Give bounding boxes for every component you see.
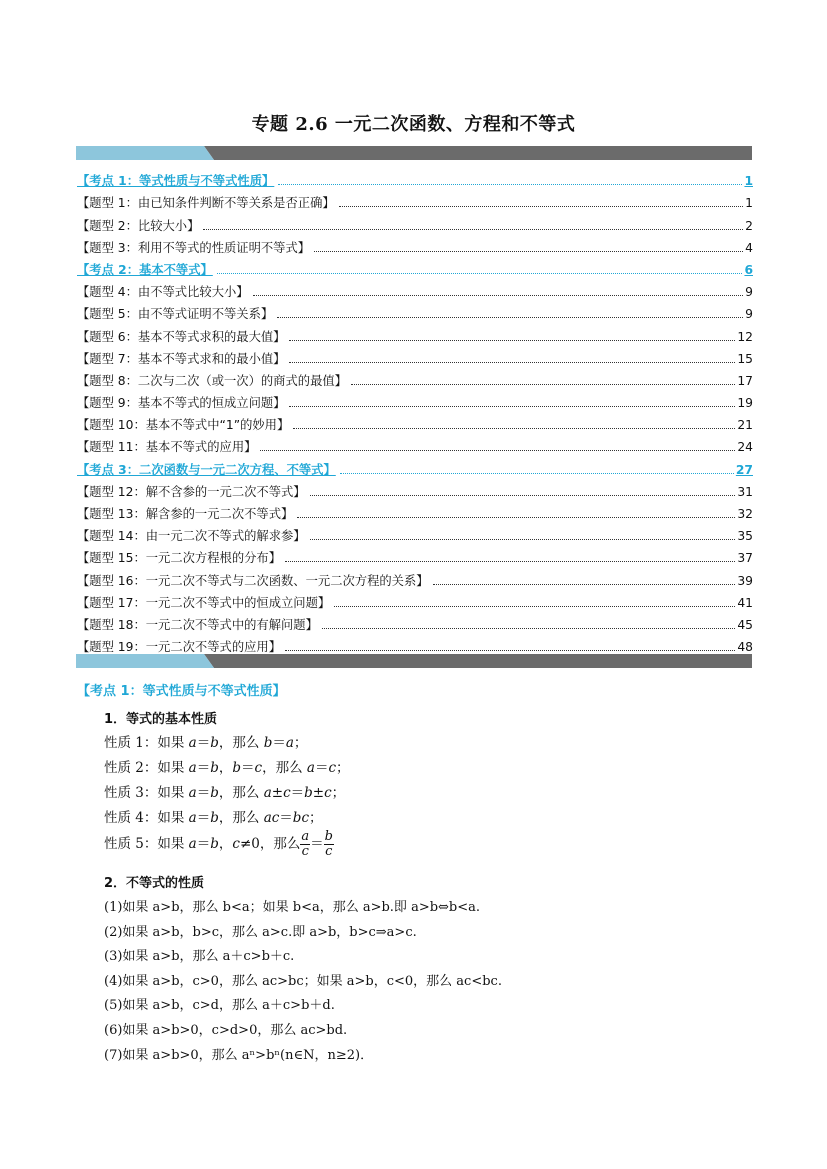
toc-label: 【题型 18：一元二次不等式中的有解问题】	[77, 617, 318, 632]
divider-top	[76, 146, 752, 160]
toc-page-number: 4	[745, 240, 753, 255]
toc-label: 【题型 17：一元二次不等式中的恒成立问题】	[77, 595, 331, 610]
toc-page-number: 17	[737, 373, 753, 388]
property-2: 性质 2：如果 a＝b，b＝c，那么 a＝c；	[104, 760, 350, 776]
toc-item-link[interactable]	[77, 589, 753, 611]
toc-page-number: 27	[735, 462, 753, 477]
toc-item-link[interactable]	[77, 633, 753, 655]
toc-leader	[351, 384, 735, 385]
toc-section-link[interactable]	[77, 455, 753, 477]
toc-page-number: 45	[737, 617, 753, 632]
toc-leader	[289, 340, 735, 341]
property-5: 性质 5：如果 a＝b，c≠0，那么 $\frac{a}{c}$ ＝ $\frac{b}{c}$	[104, 829, 333, 859]
section-heading: 【考点 1：等式性质与不等式性质】	[77, 684, 286, 699]
toc-item-link[interactable]	[77, 234, 753, 256]
toc-leader	[278, 184, 742, 185]
toc-page-number: 1	[745, 196, 753, 211]
property-1: 性质 1：如果 a＝b，那么 b＝a；	[104, 735, 308, 751]
toc-label: 【题型 7：基本不等式求和的最小值】	[77, 351, 286, 366]
toc-item-link[interactable]	[77, 389, 753, 411]
subheading-equality: 1．等式的基本性质	[104, 712, 218, 727]
toc-page-number: 48	[737, 640, 753, 655]
toc-page-number: 2	[745, 218, 753, 233]
toc-leader	[203, 229, 743, 230]
toc-page-number: 41	[737, 595, 753, 610]
toc-item-link[interactable]	[77, 611, 753, 633]
toc-label: 【题型 2：比较大小】	[77, 218, 200, 233]
toc-label: 【考点 3：二次函数与一元二次方程、不等式】	[77, 462, 336, 477]
toc-label: 【题型 1：由已知条件判断不等关系是否正确】	[77, 196, 335, 211]
toc-page-number: 19	[737, 396, 753, 411]
toc-label: 【题型 11：基本不等式的应用】	[77, 440, 257, 455]
inequality-property: (6)如果 a>b>0，c>d>0，那么 ac>bd.	[104, 1023, 348, 1038]
toc-page-number: 21	[737, 418, 753, 433]
toc-label: 【题型 10：基本不等式中“1”的妙用】	[77, 418, 290, 433]
subheading-inequality: 2．不等式的性质	[104, 876, 205, 891]
toc-item-link[interactable]	[77, 544, 753, 566]
toc-page-number: 1	[744, 174, 753, 189]
toc-leader	[277, 317, 743, 318]
toc-page-number: 15	[737, 351, 753, 366]
inequality-property: (7)如果 a>b>0，那么 aⁿ>bⁿ(n∈N，n≥2)．	[104, 1047, 374, 1063]
toc-item-link[interactable]	[77, 345, 753, 367]
toc-leader	[297, 517, 735, 518]
toc-leader	[289, 362, 735, 363]
toc-item-link[interactable]	[77, 566, 753, 588]
inequality-property: (1)如果 a>b，那么 b<a；如果 b<a，那么 a>b.即 a>b⇔b<a.	[104, 900, 481, 915]
toc-label: 【题型 16：一元二次不等式与二次函数、一元二次方程的关系】	[77, 573, 429, 588]
toc-item-link[interactable]	[77, 300, 753, 322]
toc-leader	[322, 628, 735, 629]
toc-leader	[340, 473, 734, 474]
inequality-property: (5)如果 a>b，c>d，那么 a＋c>b＋d.	[104, 998, 335, 1014]
toc-leader	[253, 295, 744, 296]
toc-page-number: 39	[737, 573, 753, 588]
toc-item-link[interactable]	[77, 322, 753, 344]
toc-page-number: 31	[737, 484, 753, 499]
toc-label: 【题型 14：由一元二次不等式的解求参】	[77, 529, 306, 544]
toc-leader	[433, 584, 736, 585]
toc-label: 【题型 13：解含参的一元二次不等式】	[77, 507, 294, 521]
toc-leader	[310, 539, 736, 540]
toc-label: 【题型 12：解不含参的一元二次不等式】	[77, 484, 306, 499]
toc-leader	[260, 450, 735, 451]
toc-item-link[interactable]	[77, 500, 753, 522]
toc-page-number: 35	[737, 529, 753, 544]
toc-page-number: 32	[737, 507, 753, 521]
toc-leader	[314, 251, 743, 252]
toc-leader	[334, 606, 735, 607]
toc-leader	[285, 561, 735, 562]
toc-item-link[interactable]	[77, 278, 753, 300]
toc-item-link[interactable]	[77, 411, 753, 433]
toc-page-number: 9	[745, 307, 753, 322]
property-3: 性质 3：如果 a＝b，那么 a±c＝b±c；	[104, 785, 346, 801]
toc-leader	[310, 495, 736, 496]
toc-label: 【题型 3：利用不等式的性质证明不等式】	[77, 240, 311, 255]
toc-label: 【题型 6：基本不等式求积的最大值】	[77, 329, 286, 344]
toc-label: 【题型 19：一元二次不等式的应用】	[77, 640, 282, 655]
toc-leader	[339, 206, 744, 207]
toc-label: 【考点 1：等式性质与不等式性质】	[77, 174, 275, 189]
toc-label: 【考点 2：基本不等式】	[77, 262, 213, 277]
toc-label: 【题型 15：一元二次方程根的分布】	[77, 551, 282, 566]
toc-section-link[interactable]	[77, 256, 753, 278]
toc-item-link[interactable]	[77, 478, 753, 500]
toc-label: 【题型 4：由不等式比较大小】	[77, 285, 249, 300]
toc-leader	[289, 406, 735, 407]
toc-page-number: 6	[744, 262, 753, 277]
toc-label: 【题型 8：二次与二次（或一次）的商式的最值】	[77, 373, 347, 388]
toc-item-link[interactable]	[77, 189, 753, 211]
toc-item-link[interactable]	[77, 433, 753, 455]
divider-bottom	[76, 654, 752, 668]
toc-leader	[285, 650, 735, 651]
page-title: 专题 2.6 一元二次函数、方程和不等式	[251, 114, 576, 135]
inequality-property: (4)如果 a>b，c>0，那么 ac>bc；如果 a>b，c<0，那么 ac<bc.	[104, 973, 502, 989]
inequality-property: (2)如果 a>b，b>c，那么 a>c.即 a>b，b>c⇒a>c.	[104, 924, 417, 940]
toc-page-number: 9	[745, 285, 753, 300]
toc-leader	[293, 428, 735, 429]
toc-item-link[interactable]	[77, 522, 753, 544]
toc-label: 【题型 9：基本不等式的恒成立问题】	[77, 396, 286, 411]
property-4: 性质 4：如果 a＝b，那么 ac＝bc；	[104, 810, 323, 826]
toc-page-number: 37	[737, 551, 753, 566]
table-of-contents	[77, 167, 753, 655]
toc-item-link[interactable]	[77, 211, 753, 233]
toc-section-link[interactable]	[77, 167, 753, 189]
toc-item-link[interactable]	[77, 367, 753, 389]
toc-page-number: 12	[737, 329, 753, 344]
toc-label: 【题型 5：由不等式证明不等关系】	[77, 307, 274, 322]
toc-leader	[217, 273, 743, 274]
toc-page-number: 24	[737, 440, 753, 455]
inequality-property: (3)如果 a>b，那么 a＋c>b＋c.	[104, 949, 295, 965]
